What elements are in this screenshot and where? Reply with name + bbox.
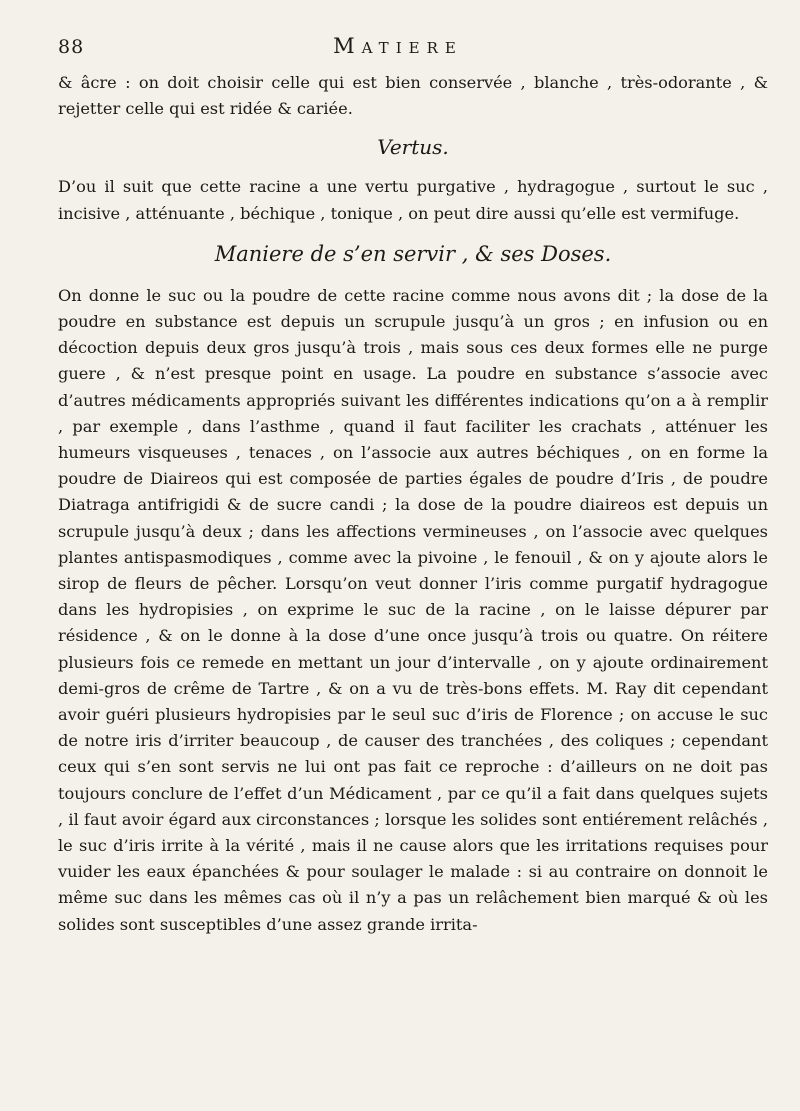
section-heading-vertus: Vertus.	[377, 135, 449, 160]
page-header	[58, 34, 768, 64]
vertus-paragraph: D’ou il suit que cette racine a une vertu purgative , hydragogue , surtout le suc , incisive , atténuante , béchique , tonique , on peut dire aussi qu’elle est vermifuge.	[58, 177, 768, 223]
running-title: Matiere	[333, 34, 463, 58]
page-number: 88	[58, 36, 85, 58]
maniere-paragraph: On donne le suc ou la poudre de cette racine comme nous avons dit ; la dose de la poudre en substance est depuis un scrupule jusqu’à un gros ; en infusion ou en décoction depuis deux gros jusqu’à trois , mais sous ces deux formes elle ne purge guere , & n’est presque point en usage. La poudre en substance s’associe avec d’autres médicaments appropriés suivant les différentes indications qu’on a à remplir , par exemple , dans l’asthme , quand il faut faciliter les crachats , atténuer les humeurs visqueuses , tenaces , on l’associe aux autres béchiques , on en forme la poudre de Diaireos qui est composée de parties égales de poudre d’Iris , de poudre Diatraga antifrigidi & de sucre candi ; la dose de la poudre diaireos est depuis un scrupule jusqu’à deux ; dans les affections vermineuses , on l’associe avec quelques plantes antispasmodiques , comme avec la pivoine , le fenouil , & on y ajoute alors le sirop de fleurs de pêcher. Lorsqu’on veut donner l’iris comme purgatif hydragogue dans les hydropisies , on exprime le suc de la racine , on le laisse dépurer par résidence , & on le donne à la dose d’une once jusqu’à trois ou quatre. On réitere plusieurs fois ce remede en mettant un jour d’intervalle , on y ajoute ordinairement demi-gros de crême de Tartre , & on a vu de très-bons effets. M. Ray dit cependant avoir guéri plusieurs hydropisies par le seul suc d’iris de Florence ; on accuse le suc de notre iris d’irriter beaucoup , de causer des tranchées , des coliques ; cependant ceux qui s’en sont servis ne lui ont pas fait ce reproche : d’ailleurs on ne doit pas toujours conclure de l’effet d’un Médicament , par ce qu’il a fait dans quelques sujets , il faut avoir égard aux circonstances ; lorsque les solides sont entiérement relâchés , le suc d’iris irrite à la vérité , mais il ne cause alors que les irritations requises pour vuider les eaux épanchées & pour soulager le malade : si au contraire on donnoit le même suc dans les mêmes cas où il n’y a pas un relâchement bien marqué & où les solides sont susceptibles d’une assez grande irrita-	[58, 285, 768, 934]
intro-paragraph: & âcre : on doit choisir celle qui est bien conservée , blanche , très-odorante , & rejetter celle qui est ridée & cariée.	[58, 73, 768, 119]
section-heading-maniere: Maniere de s’en servir , & ses Doses.	[214, 241, 612, 266]
